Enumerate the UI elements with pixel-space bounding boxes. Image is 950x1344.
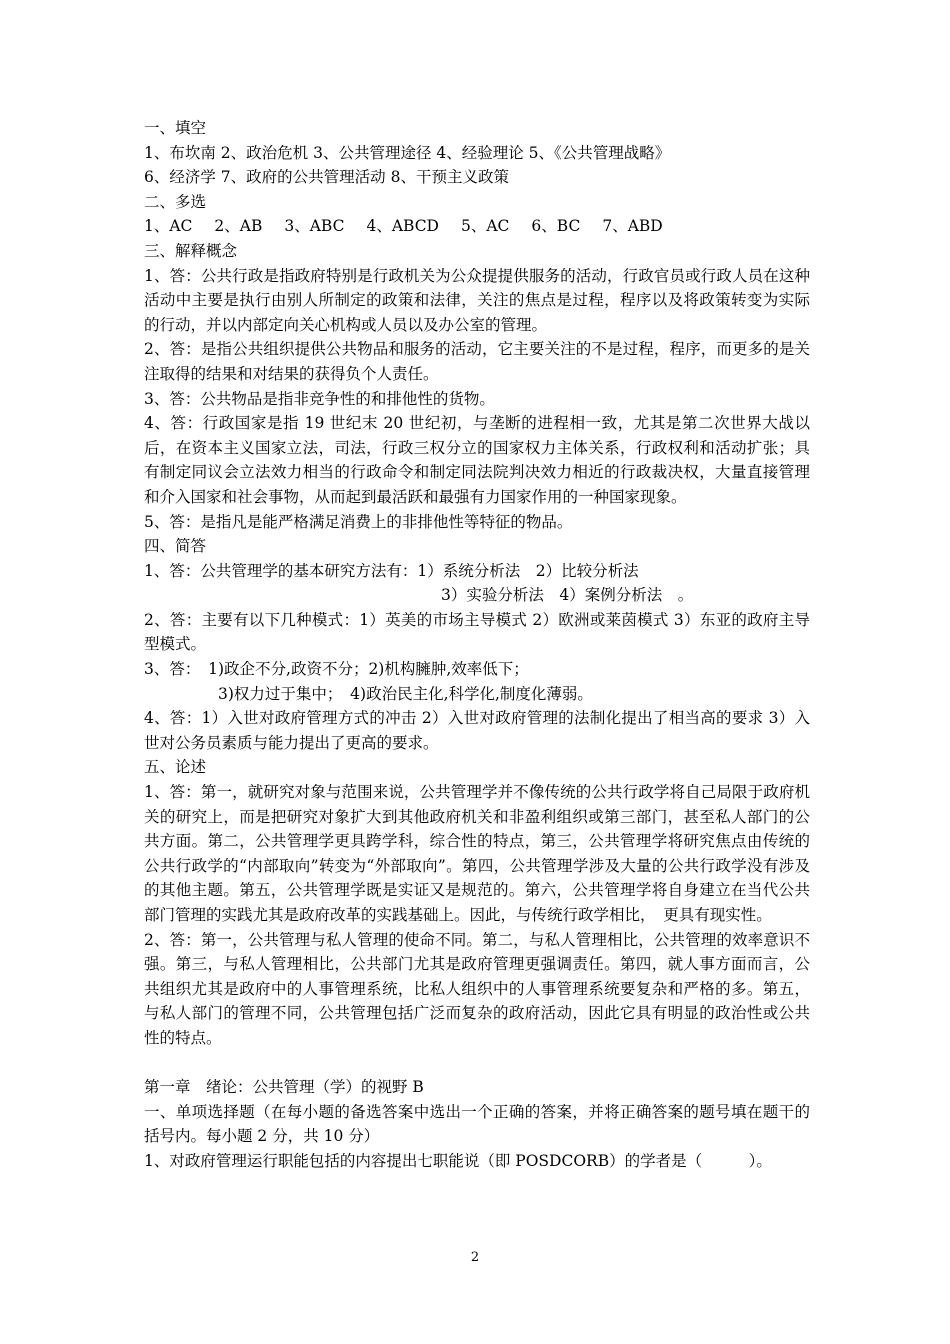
short-answer-2: 2、答：主要有以下几种模式：1）英美的市场主导模式 2）欧洲或莱茵模式 3）东亚的政府主导型模式。	[144, 610, 810, 654]
short-answer-3-line-2: 3)权力过于集中； 4)政治民主化,科学化,制度化薄弱。	[218, 684, 593, 703]
short-answer-4: 4、答：1）入世对政府管理方式的冲击 2）入世对政府管理的法制化提出了相当高的要求 3）入世对公务员素质与能力提出了更高的要求。	[144, 709, 810, 752]
essay-answer: 2、答：第一，公共管理与私人管理的使命不同。第二，与私人管理相比，公共管理的效率意识不强。第三，与私人管理相比，公共部门尤其是政府管理更强调责任。第四，就人事方面而言，公共组织尤其是政府中的人事管理系统，比私人组织中的人事管理系统要复杂和严格的多。第五，与私人部门的管理不同，公共管理包括广泛而复杂的政府活动，因此它具有明显的政治性或公共性的特点。	[144, 930, 810, 1047]
mc-answer: 1、AC	[144, 217, 193, 236]
fill-blank-answers-line-1: 1、布坎南 2、政治危机 3、公共管理途径 4、经验理论 5、《公共管理战略》	[144, 143, 671, 162]
section-heading-short-answer: 四、简答	[144, 537, 207, 556]
section-heading-concepts: 三、解释概念	[144, 241, 238, 260]
concept-answer: 2、答：是指公共组织提供公共物品和服务的活动，它主要关注的不是过程，程序，而更多的是关注取得的结果和对结果的获得负个人责任。	[144, 340, 810, 383]
essay-answer: 1、答：第一，就研究对象与范围来说，公共管理学并不像传统的公共行政学将自己局限于政府机关的研究上，而是把研究对象扩大到其他政府机关和非盈利组织或第三部门，甚至私人部门的公共方面。第二，公共管理学更具跨学科，综合性的特点，第三，公共管理学将研究焦点由传统的公共行政学的“内部取向”转变为“外部取向”。第四，公共管理学涉及大量的公共行政学没有涉及的其他主题。第五，公共管理学既是实证又是规范的。第六，公共管理学将自身建立在当代公共部门管理的实践尤其是政府改革的实践基础上。因此，与传统行政学相比， 更具有现实性。	[144, 783, 810, 924]
chapter-title: 第一章 绪论：公共管理（学）的视野 B	[144, 1078, 424, 1097]
mc-answer: 6、BC	[531, 217, 581, 236]
mc-answer: 2、AB	[214, 217, 263, 236]
fill-blank-answers-line-2: 6、经济学 7、政府的公共管理活动 8、干预主义政策	[144, 168, 509, 187]
page-number: 2	[470, 1250, 480, 1265]
section-heading-multiple-choice: 二、多选	[144, 192, 207, 211]
mc-answer: 3、ABC	[284, 217, 345, 236]
concept-answer: 3、答：公共物品是指非竞争性的和排他性的货物。	[144, 389, 495, 408]
short-answer-1-line-1: 1、答：公共管理学的基本研究方法有：1）系统分析法 2）比较分析法	[144, 561, 639, 580]
section-heading-fill-blank: 一、填空	[144, 119, 207, 137]
short-answer-3-line-1: 3、答： 1)政企不分,政资不分；2)机构臃肿,效率低下；	[144, 660, 529, 679]
page-content	[144, 116, 810, 1174]
section-heading-essay: 五、论述	[144, 758, 207, 777]
chapter-instruction: 一、单项选择题（在每小题的备选答案中选出一个正确的答案，并将正确答案的题号填在题干的括号内。每小题 2 分，共 10 分）	[144, 1102, 810, 1146]
short-answer-1-line-2: 3）实验分析法 4）案例分析法 。	[441, 586, 694, 605]
concept-answer: 4、答：行政国家是指 19 世纪末 20 世纪初，与垄断的进程相一致，尤其是第二次世界大战以后，在资本主义国家立法，司法，行政三权分立的国家权力主体关系，行政权利和活动扩张；具有制定同议会立法效力相当的行政命令和制定同法院判决效力相近的行政裁决权，大量直接管理和介入国家和社会事物，从而起到最活跃和最强有力国家作用的一种国家现象。	[144, 414, 810, 506]
multiple-choice-answers	[144, 214, 810, 239]
spacer	[144, 1051, 810, 1076]
chapter-question-1: 1、对政府管理运行职能包括的内容提出七职能说（即 POSDCORB）的学者是（ ）。	[144, 1151, 772, 1170]
mc-answer: 7、ABD	[602, 217, 663, 236]
concept-answer: 5、答：是指凡是能严格满足消费上的非排他性等特征的物品。	[144, 512, 573, 531]
mc-answer: 5、AC	[461, 217, 510, 236]
concept-answer: 1、答：公共行政是指政府特别是行政机关为公众提提供服务的活动，行政官员或行政人员在这种活动中主要是执行由别人所制定的政策和法律，关注的焦点是过程，程序以及将政策转变为实际的行动，并以内部定向关心机构或人员以及办公室的管理。	[144, 266, 810, 334]
mc-answer: 4、ABCD	[366, 217, 439, 236]
